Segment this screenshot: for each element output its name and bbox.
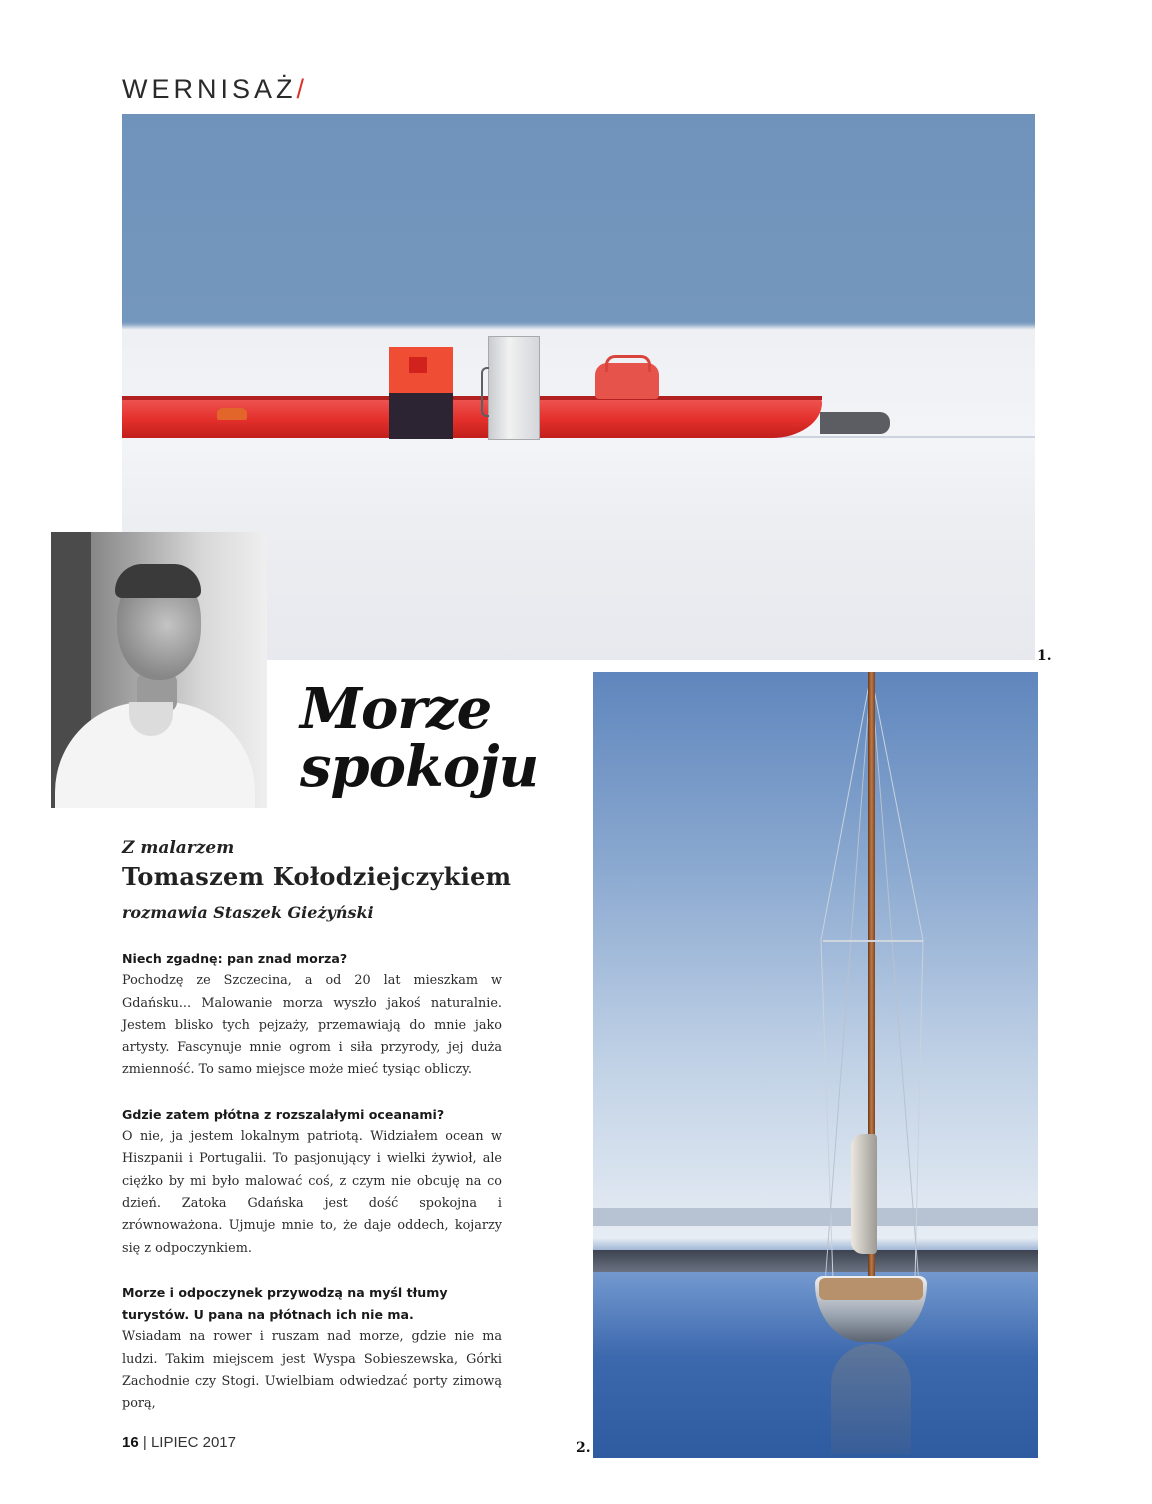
red-box <box>389 347 453 393</box>
question: Morze i odpoczynek przywodzą na myśl tłumy turystów. U pana na płótnach ich nie ma. <box>122 1284 448 1323</box>
page-number: 16 <box>122 1434 139 1451</box>
answer: Pochodzę ze Szczecina, a od 20 lat mieszkam w Gdańsku... Malowanie morza wyszło jakoś naturalnie. Jestem blisko tych pejzaży, przemawiają do mnie jako artysty. Fascynuje mnie ogrom i siła przyrody, jej duża zmienność. To samo miejsce może mieć tysiąc obliczy. <box>122 973 502 1078</box>
title-line-2: spokoju <box>300 734 539 800</box>
dark-box <box>389 393 453 439</box>
page-footer <box>122 1434 236 1451</box>
section-slash: / <box>296 74 305 104</box>
interview-body <box>122 948 502 1416</box>
footer-separator: | <box>142 1434 147 1451</box>
interviewer-line: rozmawia Staszek Gieżyński <box>122 903 374 922</box>
rigging <box>593 672 1038 1458</box>
furled-sail <box>851 1134 877 1254</box>
caption-painting-1: 1. <box>1037 648 1052 664</box>
caption-painting-2: 2. <box>576 1440 591 1456</box>
issue-date: LIPIEC 2017 <box>150 1434 236 1451</box>
deck <box>819 1278 923 1300</box>
artist-name: Tomaszem Kołodziejczykiem <box>122 862 512 891</box>
bollard <box>217 408 247 420</box>
spreader <box>823 940 923 942</box>
artist-portrait <box>51 532 267 808</box>
section-label: WERNISAŻ/ <box>122 74 305 104</box>
answer: Wsiadam na rower i ruszam nad morze, gdzie nie ma ludzi. Takim miejscem jest Wyspa Sobieszewska, Górki Zachodnie czy Stogi. Uwielbiam odwiedzać porty zimową porą, <box>122 1329 502 1412</box>
fuel-pump <box>488 336 540 440</box>
article-title <box>300 676 590 800</box>
boat-motor <box>820 412 890 434</box>
engine-cover <box>595 363 659 399</box>
intro-line-1: Z malarzem <box>122 838 235 858</box>
question: Niech zgadnę: pan znad morza? <box>122 951 348 966</box>
title-line-1: Morze <box>300 676 492 742</box>
painting-sailboat <box>593 672 1038 1458</box>
question: Gdzie zatem płótna z rozszalałymi oceanami? <box>122 1106 445 1122</box>
answer: O nie, ja jestem lokalnym patriotą. Widziałem ocean w Hiszpanii i Portugalii. To pasjonujący i wielki żywioł, ale ciężko by mi było malować coś, z czym nie obcuję na co dzień. Zatoka Gdańska jest dość spokojna i zrównoważona. Ujmuje mnie to, że daje oddech, kojarzy się z odpoczynkiem. <box>122 1129 502 1256</box>
